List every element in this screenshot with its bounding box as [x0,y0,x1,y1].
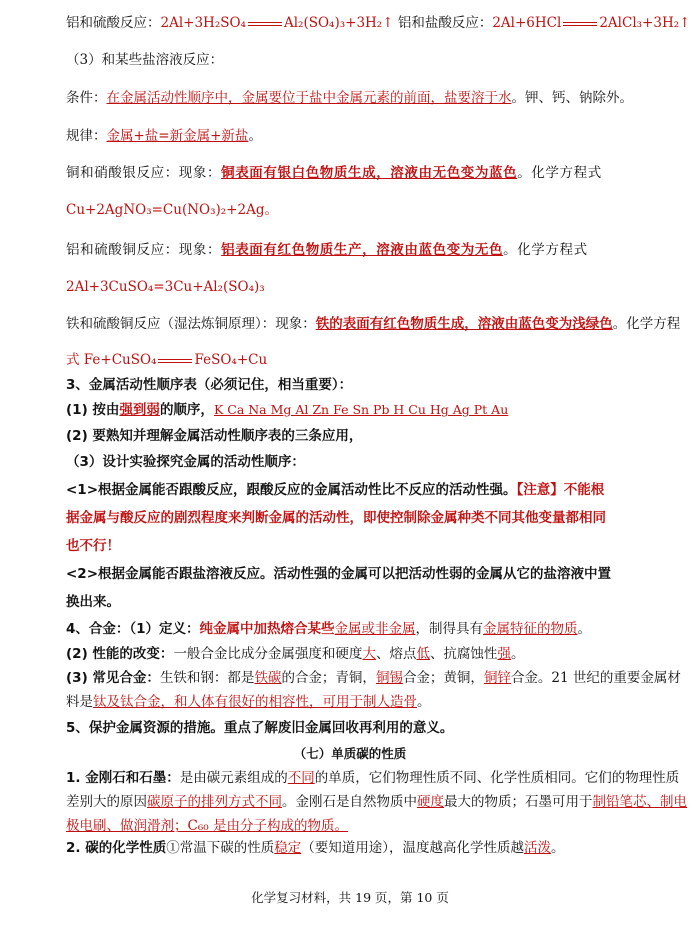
salt-solution-heading: （3）和某些盐溶液反应： [66,52,224,68]
aluminum-acid-reactions: 铝和硫酸反应：2Al+3H₂SO₄ Al₂(SO₄)₃+3H₂↑ 铝和盐酸反应：2Al+6HCl 2AlCl₃+3H₂↑ [66,15,691,31]
three-applications-line: (2) 要熟知并理解金属活动性顺序表的三条应用， [66,428,363,444]
section-title: （七）单质碳的性质 [293,746,407,761]
experiment-design-line: （3）设计实验探究金属的活动性顺序： [66,454,305,470]
activity-series-heading: 3、金属活动性顺序表（必须记住，相当重要）： [66,377,353,393]
condition-line: 条件：在金属活动性顺序中，金属要位于盐中金属元素的前面，盐要溶于水。钾、钙、钠除外。 [66,90,633,106]
equals-sign [563,22,597,26]
common-alloys: (3) 常见合金：生铁和钢：都是铁碳的合金；青铜，铜锡合金；黄铜，铜锌合金。21 世纪的重要金属材 [66,670,681,686]
aluminum-equation: 2Al+3CuSO₄=3Cu+Al₂(SO₄)₃ [66,279,265,295]
equals-sign [158,359,192,363]
copper-silver-nitrate-line: 铜和硝酸银反应：现象：铜表面有银白色物质生成，溶液由无色变为蓝色。化学方程式 [66,165,602,181]
salt-reaction-rule-2: 换出来。 [66,594,120,610]
alloy-definition: 4、合金：（1）定义：纯金属中加热熔合某些金属或非金属，制得具有金属特征的物质。 [66,621,592,637]
equals-sign [248,22,282,26]
page-footer: 化学复习材料，共 19 页，第 10 页 [251,890,449,905]
note-line-3: 也不行！ [66,538,120,554]
rule-line: 规律：金属+盐=新金属+新盐。 [66,128,262,144]
iron-copper-sulfate-line: 铁和硫酸铜反应（湿法炼铜原理）：现象：铁的表面有红色物质生成，溶液由蓝色变为浅绿色。化学方程 [66,316,681,332]
aluminum-copper-sulfate-line: 铝和硫酸铜反应：现象：铝表面有红色物质生产，溶液由蓝色变为无色。化学方程式 [66,242,588,258]
acid-reaction-rule: <1>根据金属能否跟酸反应，跟酸反应的金属活动性比不反应的活动性强。【注意】不能根 [66,482,605,498]
common-alloys-2: 料是钛及钛合金，和人体有很好的相容性，可用于制人造骨。 [66,694,431,710]
activity-series-line: (1) 按由强到弱的顺序，K Ca Na Mg Al Zn Fe Sn Pb H Cu Hg Ag Pt Au [66,402,509,418]
carbon-chemical-properties: 2. 碳的化学性质①常温下碳的性质稳定（要知道用途），温度越高化学性质越活泼。 [66,840,565,856]
resource-protection-line: 5、保护金属资源的措施。重点了解废旧金属回收再利用的意义。 [66,720,454,736]
note-line-2: 据金属与酸反应的剧烈程度来判断金属的活动性，即使控制除金属种类不同其他变量都相同 [66,510,606,526]
iron-equation: 式 Fe+CuSO₄ FeSO₄+Cu [66,352,268,368]
copper-equation: Cu+2AgNO₃=Cu(NO₃)₂+2Ag。 [66,202,278,218]
diamond-graphite-line: 1. 金刚石和石墨：是由碳元素组成的不同的单质，它们物理性质不同、化学性质相同。它们的物理性质 [66,770,680,786]
diamond-graphite-line-2: 差别大的原因碳原子的排列方式不同。金刚石是自然物质中硬度最大的物质；石墨可用于制铅笔芯、制电 [66,794,687,810]
salt-reaction-rule: <2>根据金属能否跟盐溶液反应。活动性强的金属可以把活动性弱的金属从它的盐溶液中置 [66,566,612,582]
diamond-graphite-line-3: 极电刷、做润滑剂；C₆₀ 是由分子构成的物质。 [66,818,348,834]
alloy-properties: (2) 性能的改变：一般合金比成分金属强度和硬度大、熔点低、抗腐蚀性强。 [66,646,525,662]
